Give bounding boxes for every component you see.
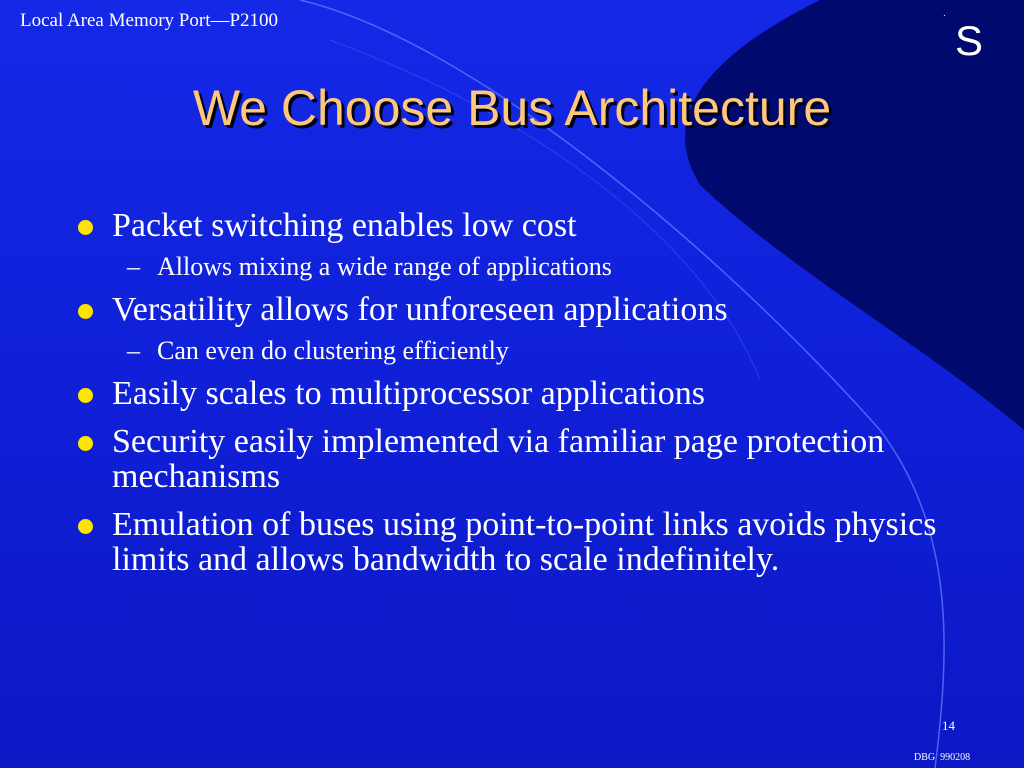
bullet-list bbox=[0, 208, 1024, 577]
slide-title: We Choose Bus Architecture bbox=[192, 80, 832, 136]
bullet-dot-icon bbox=[78, 220, 93, 235]
bullet-dot-icon bbox=[78, 436, 93, 451]
sub-bullet-item bbox=[0, 252, 1024, 282]
bullet-item bbox=[0, 292, 962, 327]
bullet-item bbox=[0, 424, 962, 494]
bullet-text: Versatility allows for unforeseen applications bbox=[112, 291, 728, 328]
sub-bullet-text: Can even do clustering efficiently bbox=[157, 336, 509, 365]
bullet-text: Security easily implemented via familiar page protection mechanisms bbox=[112, 423, 885, 495]
bullet-dot-icon bbox=[78, 519, 93, 534]
sub-bullet-item bbox=[0, 336, 1024, 366]
bullet-text: Emulation of buses using point-to-point links avoids physics limits and allows bandwidth to scale indefinitely. bbox=[112, 506, 937, 578]
bullet-item bbox=[0, 376, 962, 411]
bullet-dot-icon bbox=[78, 388, 93, 403]
bullet-item bbox=[0, 208, 962, 243]
sub-bullet-text: Allows mixing a wide range of applications bbox=[157, 252, 612, 281]
bullet-item bbox=[0, 507, 962, 577]
header-title: Local Area Memory Port—P2100 bbox=[20, 10, 279, 31]
page-number: 14 bbox=[942, 718, 955, 733]
footer-code: DBG 990208 bbox=[914, 752, 971, 763]
bullet-dot-icon bbox=[78, 304, 93, 319]
dash-icon: – bbox=[127, 336, 140, 365]
logo: S bbox=[955, 17, 984, 64]
bullet-text: Easily scales to multiprocessor applications bbox=[112, 375, 705, 412]
dash-icon: – bbox=[127, 252, 140, 281]
logo-dot: . bbox=[943, 8, 946, 19]
bullet-text: Packet switching enables low cost bbox=[112, 207, 577, 244]
